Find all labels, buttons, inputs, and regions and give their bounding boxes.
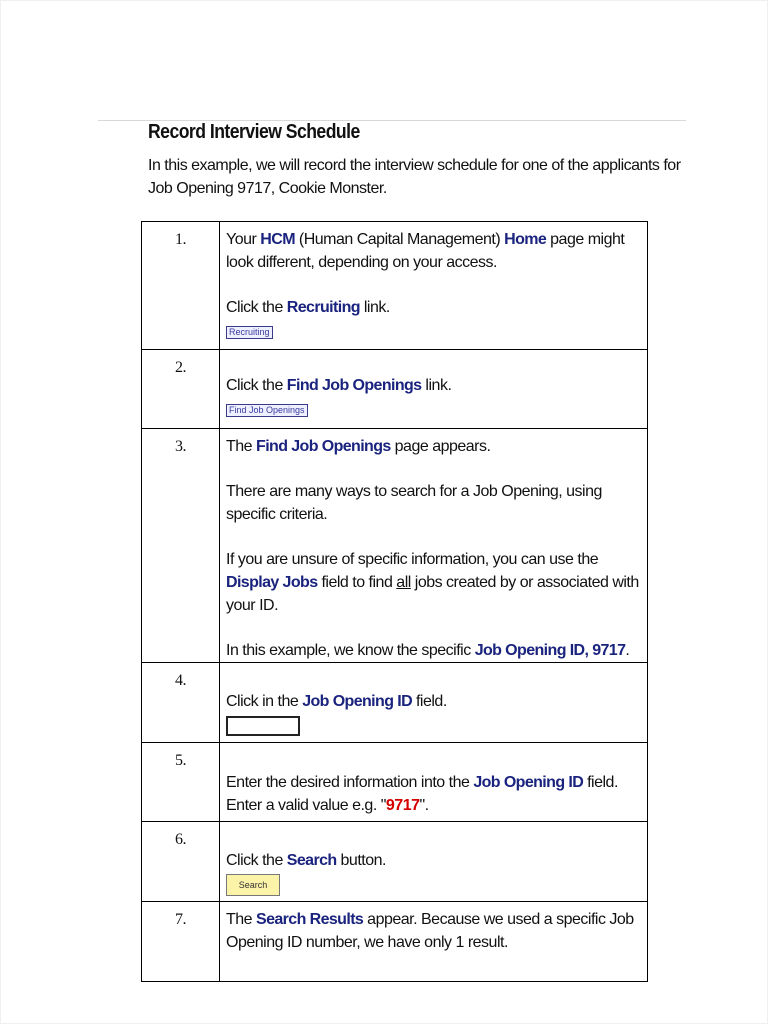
text-run: field. Enter a valid value e.g. " xyxy=(226,774,618,814)
step-number: 3. xyxy=(142,429,220,663)
text-run: . xyxy=(625,642,630,659)
step-number: 7. xyxy=(142,902,220,982)
text-run: field to find xyxy=(317,574,397,591)
text-run: Your xyxy=(226,231,261,248)
keyword-job-opening-id: Job Opening ID xyxy=(302,693,413,710)
underlined-word: all xyxy=(396,574,411,591)
page-title: Record Interview Schedule xyxy=(148,121,360,143)
step-content xyxy=(220,222,648,350)
step-row-4 xyxy=(142,663,648,743)
recruiting-link-screenshot[interactable]: Recruiting xyxy=(226,326,273,339)
step-text xyxy=(226,690,641,713)
keyword-find-job-openings: Find Job Openings xyxy=(286,377,422,394)
step-text xyxy=(226,771,641,817)
keyword-recruiting: Recruiting xyxy=(286,299,360,316)
step-row-1 xyxy=(142,222,648,350)
step-text xyxy=(226,228,641,274)
step-text xyxy=(226,548,641,617)
text-run: Click the xyxy=(226,852,287,869)
step-number: 2. xyxy=(142,350,220,429)
keyword-job-opening-id: Job Opening ID, 9717 xyxy=(474,642,626,659)
step-content xyxy=(220,822,648,902)
keyword-find-job-openings: Find Job Openings xyxy=(256,438,391,455)
text-run: link. xyxy=(421,377,452,394)
step-content xyxy=(220,663,648,743)
step-text xyxy=(226,639,641,662)
step-number: 5. xyxy=(142,743,220,822)
step-row-6 xyxy=(142,822,648,902)
step-text xyxy=(226,374,641,397)
step-text xyxy=(226,849,641,872)
text-run: jobs created by or associated with your ID. xyxy=(226,574,639,614)
step-content xyxy=(220,902,648,982)
step-content xyxy=(220,429,648,663)
keyword-display-jobs: Display Jobs xyxy=(226,574,318,591)
text-run: ". xyxy=(419,797,429,814)
text-run: In this example, we know the specific xyxy=(226,642,475,659)
keyword-search-results: Search Results xyxy=(256,911,364,928)
text-run: button. xyxy=(336,852,386,869)
text-run: The xyxy=(226,438,257,455)
text-run: field. xyxy=(412,693,447,710)
steps-table xyxy=(141,221,648,982)
text-run: page appears. xyxy=(390,438,491,455)
text-run: If you are unsure of specific information, you can use the xyxy=(226,551,599,568)
intro-paragraph: In this example, we will record the interview schedule for one of the applicants for Job Opening 9717, Cookie Monster. xyxy=(148,157,681,197)
text-run: Click the xyxy=(226,377,287,394)
keyword-job-opening-id: Job Opening ID xyxy=(473,774,584,791)
step-row-5 xyxy=(142,743,648,822)
search-button-screenshot[interactable]: Search xyxy=(226,874,280,896)
step-number: 1. xyxy=(142,222,220,350)
text-run: (Human Capital Management) xyxy=(294,231,505,248)
find-job-openings-link-screenshot[interactable]: Find Job Openings xyxy=(226,404,308,417)
step-number: 4. xyxy=(142,663,220,743)
step-text xyxy=(226,296,641,319)
step-content xyxy=(220,350,648,429)
document-page xyxy=(1,1,767,1023)
example-value: 9717 xyxy=(385,797,420,814)
step-number: 6. xyxy=(142,822,220,902)
text-run: Enter the desired information into the xyxy=(226,774,474,791)
text-run: The xyxy=(226,911,257,928)
keyword-home: Home xyxy=(504,231,547,248)
step-content xyxy=(220,743,648,822)
text-run: Click in the xyxy=(226,693,303,710)
step-text: There are many ways to search for a Job Opening, using specific criteria. xyxy=(226,483,602,523)
step-row-3 xyxy=(142,429,648,663)
step-row-7 xyxy=(142,902,648,982)
text-run: page might look different, depending on your access. xyxy=(226,231,625,271)
text-run: link. xyxy=(359,299,390,316)
keyword-search: Search xyxy=(286,852,337,869)
step-text xyxy=(226,908,641,954)
step-row-2 xyxy=(142,350,648,429)
keyword-hcm: HCM xyxy=(260,231,295,248)
job-opening-id-field-screenshot[interactable] xyxy=(226,716,300,736)
text-run: Click the xyxy=(226,299,287,316)
text-run: appear. Because we used a specific Job Opening ID number, we have only 1 result. xyxy=(226,911,634,951)
step-text xyxy=(226,435,641,458)
